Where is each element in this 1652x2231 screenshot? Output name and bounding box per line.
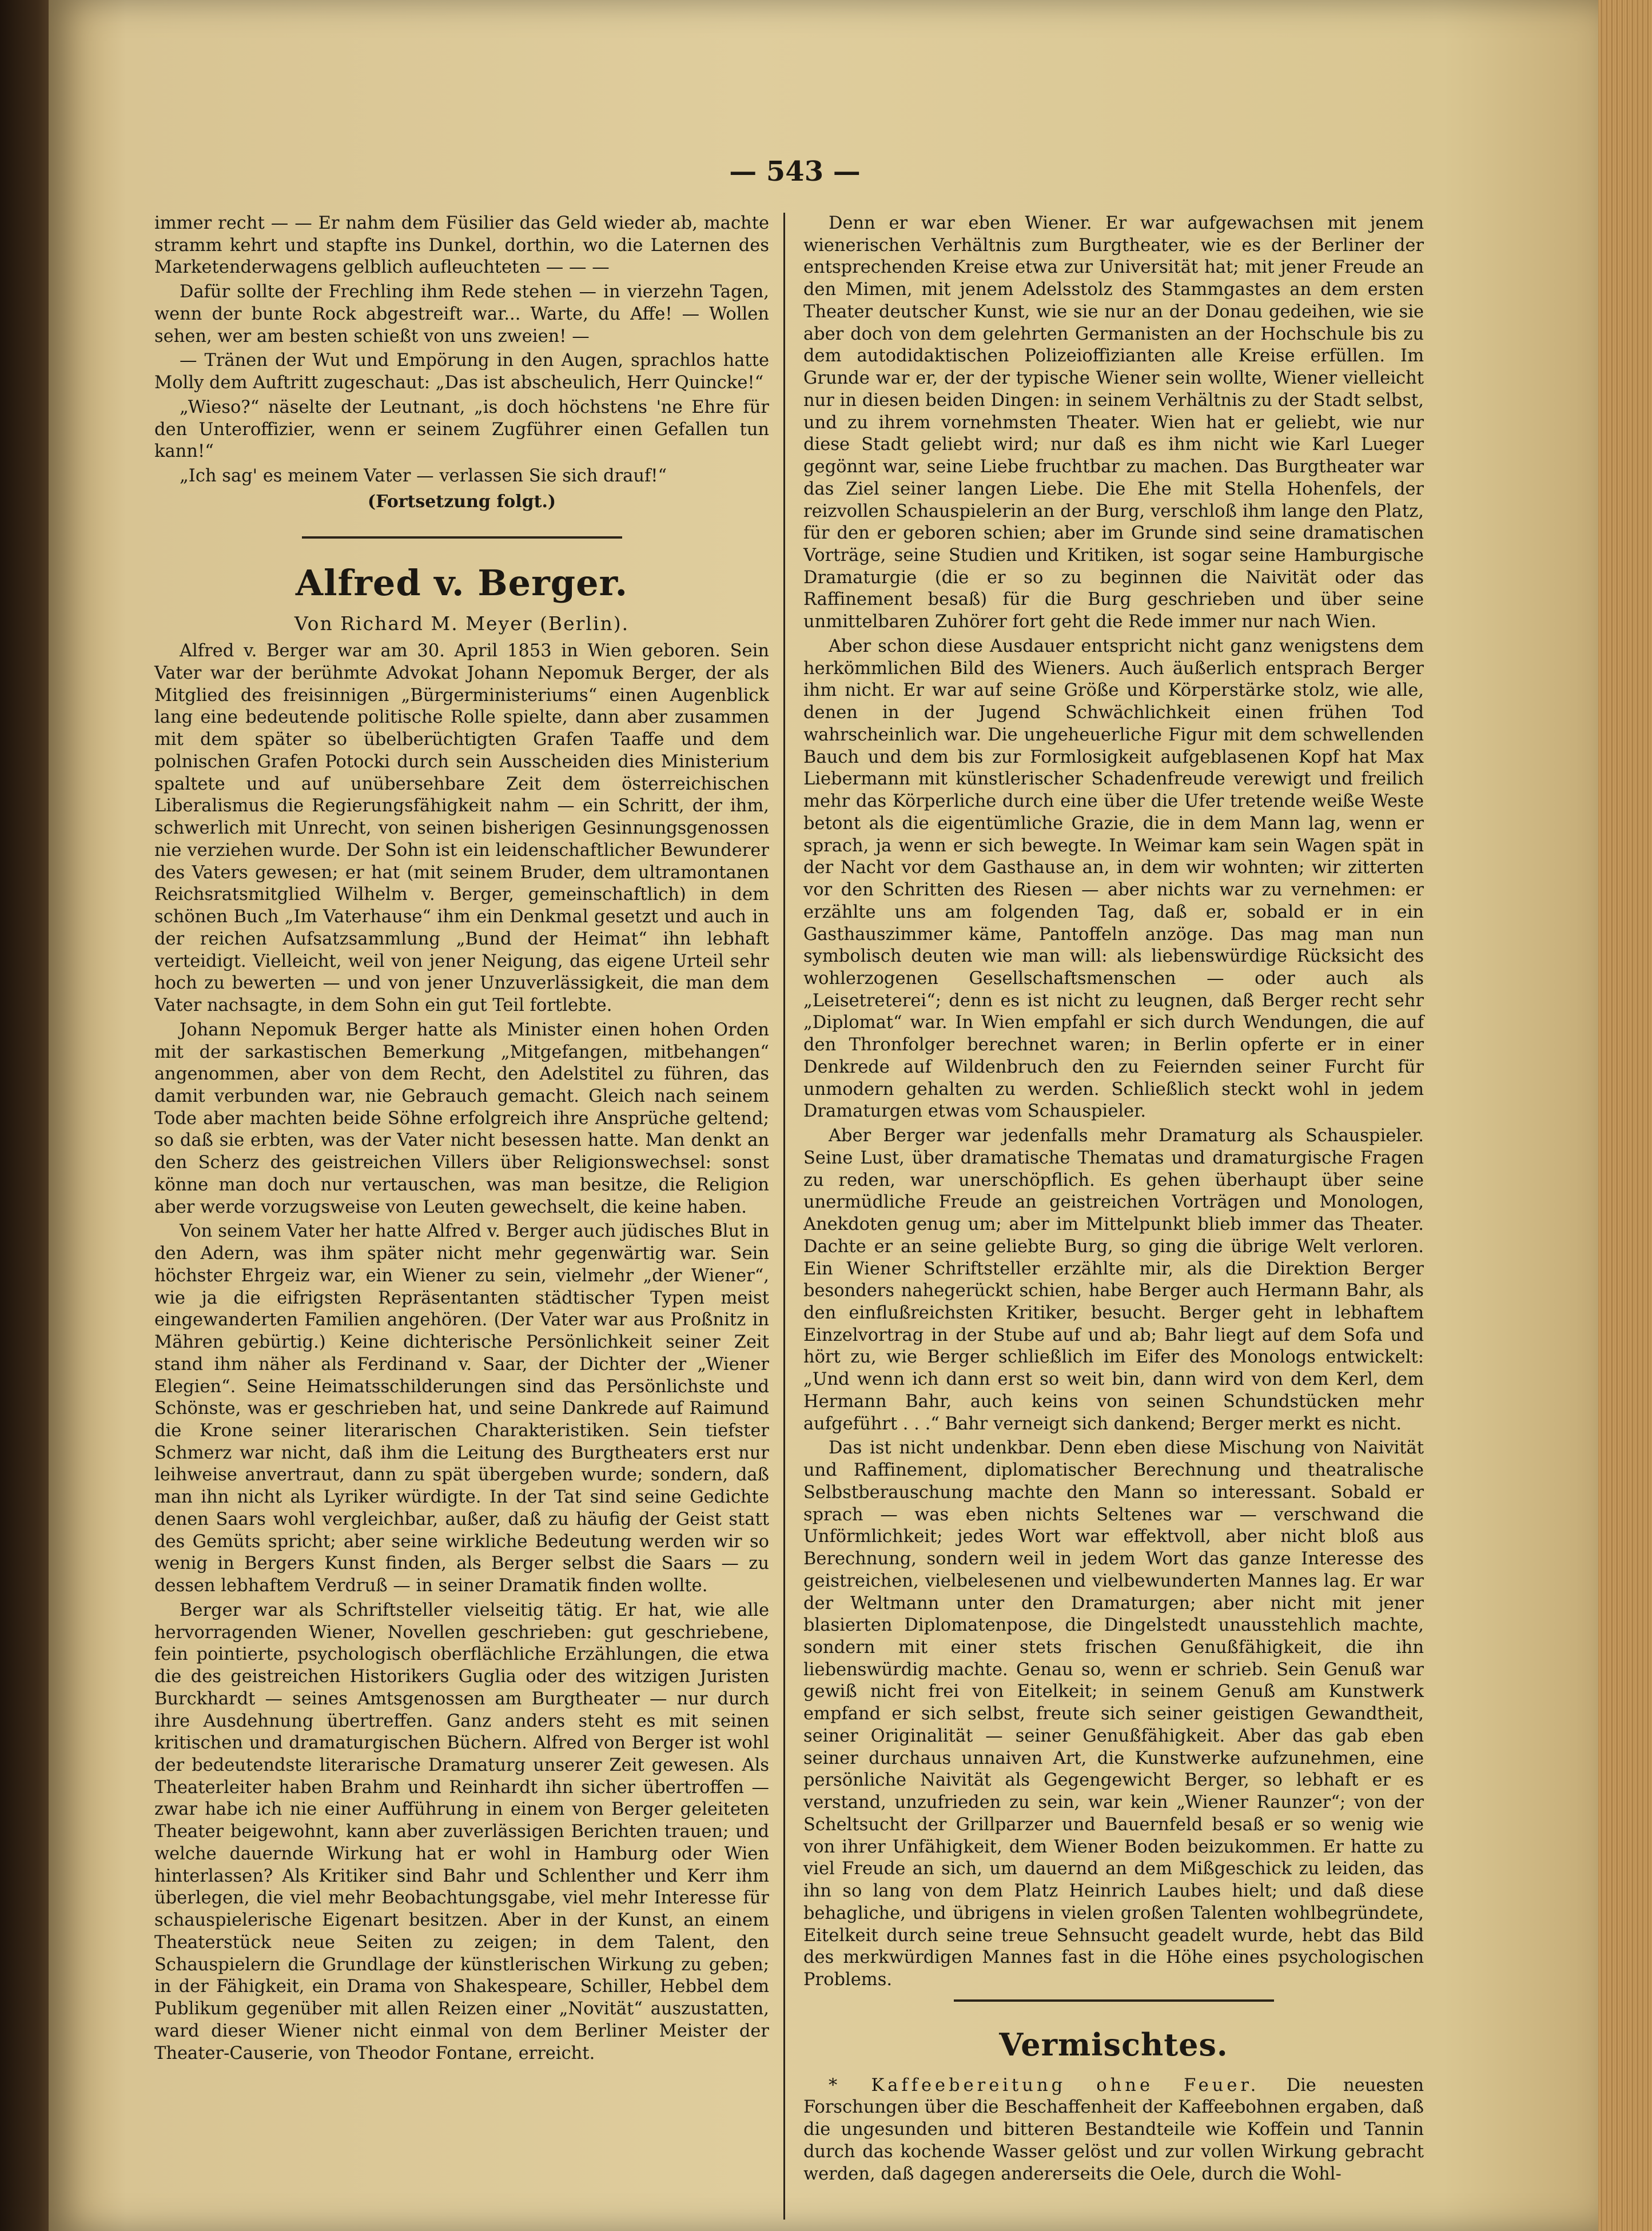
section-divider [302, 536, 622, 539]
left-column [154, 213, 769, 2067]
article-paragraph: Aber schon diese Ausdauer entspricht nicht ganz wenigstens dem herkömmlichen Bild des Wieners. Auch äußerlich entsprach Berger ihm nicht. Er war auf seine Größe und Körperstärke stolz, wie alle, denen in der Jugend Schwächlichkeit einen frühen Tod wahrscheinlich war. Die ungeheuerliche Figur mit dem schwellenden Bauch und dem bis zur Formlosigkeit aufgeblasenen Kopf hat Max Liebermann mit künstlerischer Schadenfreude verewigt und freilich mehr das Körperliche durch eine über die Ufer tretende weiße Weste betont als die eigentümliche Grazie, die in dem Mann lag, wenn er sprach, ja wenn er sich bewegte. In Weimar kam sein Wagen spät in der Nacht vor dem Gasthause an, in dem wir wohnten; wir zitterten vor den Schritten des Riesen — aber nichts war zu vernehmen: er erzählte uns am folgenden Tag, daß er, sobald er in ein Gasthauszimmer käme, Pantoffeln anzöge. Das mag man nun symbolisch deuten wie man will: als liebenswürdige Rücksicht des wohlerzogenen Gesellschaftsmenschen — oder auch als „Leisetreterei“; denn es ist nicht zu leugnen, daß Berger recht sehr „Diplomat“ war. In Wien empfahl er sich durch Wendungen, die auf den Thronfolger berechnet waren; in Berlin opferte er in einer Denkrede auf Wildenbruch den zu Feiernden seiner Furcht für unmodern gehalten zu werden. Schließlich steckt wohl in jedem Dramaturgen etwas vom Schauspieler. [803, 636, 1424, 1122]
article-paragraph: Von seinem Vater her hatte Alfred v. Berger auch jüdisches Blut in den Adern, was ihm später nicht mehr gegenwärtig war. Sein höchster Ehrgeiz war, ein Wiener zu sein, vielmehr „der Wiener“, wie ja die eifrigsten Repräsentanten städtischer Typen meist eingewanderten Familien angehören. (Der Vater war aus Proßnitz in Mähren gebürtig.) Keine dichterische Persönlichkeit seiner Zeit stand ihm näher als Ferdinand v. Saar, der Dichter der „Wiener Elegien“. Seine Heimatsschilderungen sind das Persönlichste und Schönste, was er geschrieben hat, und seine Dankrede auf Raimund die Krone seiner literarischen Charakteristiken. Sein tiefster Schmerz war nicht, daß ihm die Leitung des Burgtheaters erst nur leihweise anvertraut, dann zu spät übergeben wurde; sondern, daß man ihn nicht als Lyriker würdigte. In der Tat sind seine Gedichte denen Saars wohl vergleichbar, außer, daß zu häufig der Geist statt des Gemüts spricht; aber seine wirkliche Bedeutung werden wir so wenig in Bergers Kunst finden, als Berger selbst die Saars — zu dessen lebhaftem Verdruß — in seiner Dramatik finden wollte. [154, 1221, 769, 1596]
section-title-vermischtes: Vermischtes. [999, 2026, 1228, 2063]
right-column [803, 213, 1424, 2188]
article-paragraph: Denn er war eben Wiener. Er war aufgewachsen mit jenem wienerischen Verhältnis zum Burgtheater, wie es der Berliner der entsprechenden Kreise etwa zur Universität hat; mit jener Freude an den Mimen, mit jenem Adelsstolz des Stammgastes an dem ersten Theater deutscher Kunst, wie sie nur an der Donau gedeihen, wie sie aber doch von dem gelehrten Germanisten an der Hochschule bis zu dem autodidaktischen Polizeioffizianten alle Kreise erfüllen. Im Grunde war er, der der typische Wiener sein wollte, Wiener vielleicht nur in diesen beiden Dingen: in seinem Verhältnis zu der Stadt selbst, und zu ihrem vornehmsten Theater. Wien hat er geliebt, wie nur diese Stadt geliebt wird; nur daß es ihm nicht wie Karl Lueger gegönnt war, seine Liebe fruchtbar zu machen. Das Burgtheater war das Ziel seiner langen Liebe. Die Ehe mit Stella Hohenfels, der reizvollen Schauspielerin an der Burg, verschloß ihm lange den Platz, für den er geboren schien; aber im Grunde sind seine dramatischen Vorträge, seine Studien und Kritiken, ist sogar seine Hamburgische Dramaturgie (die er so zu beginnen die Naivität oder das Raffinement besaß) für die Burg geschrieben und über seine unmittelbaren Zuhörer fort geht die Rede immer nur nach Wien. [803, 213, 1424, 632]
continuation-note: (Fortsetzung folgt.) [367, 491, 556, 512]
article-paragraph: Johann Nepomuk Berger hatte als Minister einen hohen Orden mit der sarkastischen Bemerkung „Mitgefangen, mitbehangen“ angenommen, aber von dem Recht, den Adelstitel zu führen, das damit verbunden war, nie Gebrauch gemacht. Gleich nach seinem Tode aber machten beide Söhne erfolgreich ihre Ansprüche geltend; so daß sie erbten, was der Vater nicht besessen hatte. Man denkt an den Scherz des geistreichen Villers über Religionswechsel: sonst könne man doch nur vertauschen, was man besitze, die Religion aber werde vorzugsweise von Leuten gewechselt, die keine haben. [154, 1019, 769, 1217]
column-rule [783, 213, 785, 2220]
notice-paragraph [803, 2075, 1424, 2186]
story-paragraph: „Wieso?“ näselte der Leutnant, „is doch höchstens 'ne Ehre für den Unteroffizier, wenn er seinem Zugführer einen Gefallen tun kann!“ [154, 397, 769, 462]
article-paragraph: Aber Berger war jedenfalls mehr Dramaturg als Schauspieler. Seine Lust, über dramatische Thematas und dramaturgische Fragen zu reden, war unerschöpflich. Es gehen überhaupt über seine unermüdliche Freude an geistreichen Vorträgen und Monologen, Anekdoten genug um; aber im Mittelpunkt blieb immer das Theater. Dachte er an seine geliebte Burg, so ging die übrige Welt verloren. Ein Wiener Schriftsteller erzählte mir, als die Direktion Berger besonders nahegerückt schien, habe Berger auch Hermann Bahr, als den einflußreichsten Kritiker, besucht. Berger geht in lebhaftem Einzelvortrag in der Stube auf und ab; Bahr liegt auf dem Sofa und hört zu, wie Berger schließlich im Eifer des Monologs entwickelt: „Und wenn ich dann erst so weit bin, dann wird von dem Kerl, dem Hermann Bahr, auch keins von seinen Schundstücken mehr aufgeführt . . .“ Bahr verneigt sich dankend; Berger merkt es nicht. [803, 1126, 1424, 1434]
notice-heading: * Kaffeebereitung ohne Feuer. [829, 2075, 1260, 2095]
article-byline: Von Richard M. Meyer (Berlin). [294, 612, 630, 635]
article-paragraph: Berger war als Schriftsteller vielseitig tätig. Er hat, wie alle hervorragenden Wiener, Novellen geschrieben: gut geschriebene, fein pointierte, psychologisch oberflächliche Erzählungen, die etwa die des geistreichen Historikers Guglia oder des witzigen Juristen Burckhardt — seines Amtsgenossen am Burgtheater — nur durch ihre Ausdehnung übertreffen. Ganz anders steht es mit seinen kritischen und dramaturgischen Büchern. Alfred von Berger ist wohl der bedeutendste literarische Dramaturg unserer Zeit gewesen. Als Theaterleiter haben Brahm und Reinhardt ihn sicher übertroffen — zwar habe ich nie einer Aufführung in einem von Berger geleiteten Theater beigewohnt, kann aber zuverlässigen Berichten trauen; und welche dauernde Wirkung hat er wohl in Hamburg oder Wien hinterlassen? Als Kritiker sind Bahr und Schlenther und Kerr ihm überlegen, die viel mehr Beobachtungsgabe, viel mehr Interesse für schauspielerische Eigenart besitzen. Aber in der Kunst, an einem Theaterstück neue Seiten zu zeigen; in dem Talent, den Schauspielern die Grundlage der künstlerischen Wirkung zu geben; in der Fähigkeit, ein Drama von Shakespeare, Schiller, Hebbel dem Publikum gegenüber mit allen Reizen einer „Novität“ auszustatten, ward dieser Wiener nicht einmal von dem Berliner Meister der Theater-Causerie, von Theodor Fontane, erreicht. [154, 1600, 769, 2063]
page-number: — 543 — [729, 156, 861, 188]
story-paragraph: „Ich sag' es meinem Vater — verlassen Sie sich drauf!“ [180, 466, 667, 487]
article-paragraph: Das ist nicht undenkbar. Denn eben diese Mischung von Naivität und Raffinement, diplomatischer Berechnung und theatralische Selbstberauschung machte den Mann so interessant. Sobald er sprach — was eben nichts Seltenes war — verschwand die Unförmlichkeit; jedes Wort war effektvoll, aber nicht bloß aus Berechnung, sondern weil in jedem Wort das ganze Interesse des geistreichen, vielbelesenen und vielbewunderten Mannes lag. Er war der Weltmann unter den Dramaturgen; aber nicht mit jener blasierten Diplomatenpose, die Dingelstedt unausstehlich machte, sondern mit einer stets frischen Genußfähigkeit, die ihn liebenswürdig machte. Genau so, wenn er schrieb. Sein Genuß war gewiß nicht frei von Eitelkeit; in seinem Genuß am Kunstwerk empfand er sich selbst, freute sich seiner geistigen Gewandtheit, seiner Originalität — seiner Genußfähigkeit. Aber das gab eben seiner durchaus unnaiven Art, die Kunstwerke aufzunehmen, eine persönliche Naivität als Gegengewicht Berger, so lebhaft er es verstand, unzufrieden zu sein, war kein „Wiener Raunzer“; von der Scheltsucht der Grillparzer und Bauernfeld besaß er so wenig wie von ihrer Unfähigkeit, dem Wiener Boden beizukommen. Er hatte zu viel Freude an sich, um dauernd an dem Mißgeschick zu leiden, das ihn so lang von dem Platz Heinrich Laubes hielt; und daß diese behagliche, und übrigens in vielen großen Talenten wohlbegründete, Eitelkeit durch seine treue Sehnsucht geadelt wurde, hebt das Bild des merkwürdigen Mannes fast in die Höhe eines psychologischen Problems. [803, 1438, 1424, 1990]
notice-text: Die neuesten Forschungen über die Beschaffenheit der Kaffeebohnen ergaben, daß die ungesunden und bitteren Bestandteile wie Koffein und Tannin durch das kochende Wasser gelöst und zur vollen Wirkung gebracht werden, daß dagegen andererseits die Oele, durch die Wohl- [803, 2075, 1424, 2184]
story-paragraph: immer recht — — Er nahm dem Füsilier das Geld wieder ab, machte stramm kehrt und stapfte ins Dunkel, dorthin, wo die Laternen des Marketenderwagens gelblich aufleuchteten — — — [154, 213, 769, 278]
article-paragraph: Alfred v. Berger war am 30. April 1853 in Wien geboren. Sein Vater war der berühmte Advokat Johann Nepomuk Berger, der als Mitglied des freisinnigen „Bürgerministeriums“ einen Augenblick lang eine bedeutende politische Rolle spielte, dann aber zusammen mit dem später so übelberüchtigten Grafen Taaffe und dem polnischen Grafen Potocki durch sein Ausscheiden dies Ministerium spaltete und auf unübersehbare Zeit dem österreichischen Liberalismus die Regierungsfähigkeit nahm — ein Schritt, der ihm, schwerlich mit Unrecht, von seinen bisherigen Gesinnungsgenossen nie verziehen wurde. Der Sohn ist ein leidenschaftlicher Bewunderer des Vaters gewesen; er hat (mit seinem Bruder, dem ultramontanen Reichsratsmitglied Wilhelm v. Berger, gemeinschaftlich) in dem schönen Buch „Im Vaterhause“ ihm ein Denkmal gesetzt und auch in der reichen Aufsatzsammlung „Bund der Heimat“ ihn lebhaft verteidigt. Vielleicht, weil von jener Neigung, das eigene Urteil sehr hoch zu bewerten — und von jener Unzuverlässigkeit, die man dem Vater nachsagte, in dem Sohn ein gut Teil fortlebte. [154, 641, 769, 1016]
story-paragraph: Dafür sollte der Frechling ihm Rede stehen — in vierzehn Tagen, wenn der bunte Rock abgestreift war... Warte, du Affe! — Wollen sehen, wer am besten schießt von uns zweien! — [154, 282, 769, 346]
article-title: Alfred v. Berger. [295, 561, 628, 604]
page-edges [1598, 0, 1652, 2231]
story-paragraph: — Tränen der Wut und Empörung in den Augen, sprachlos hatte Molly dem Auftritt zugeschaut: „Das ist abscheulich, Herr Quincke!“ [154, 350, 769, 393]
section-divider [954, 1999, 1274, 2002]
